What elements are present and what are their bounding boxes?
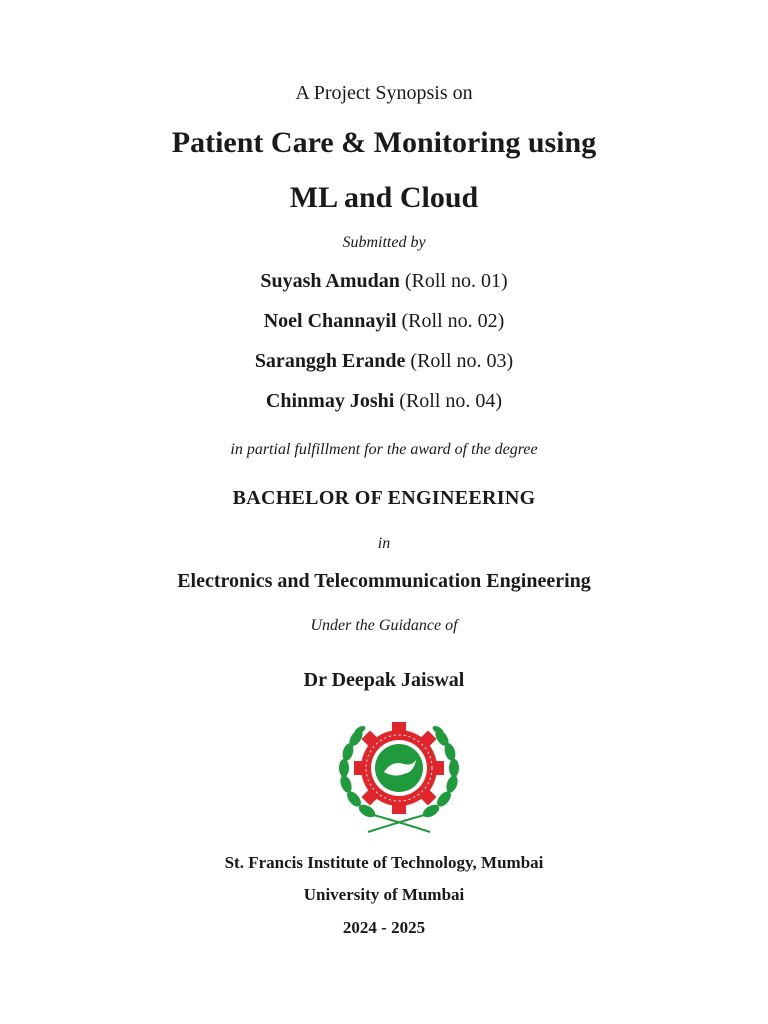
degree-title: BACHELOR OF ENGINEERING <box>232 487 536 509</box>
member-2 <box>0 310 768 333</box>
college-emblem-icon <box>334 716 464 834</box>
submitted-by-label: Submitted by <box>342 234 426 251</box>
project-title-line-1: Patient Care & Monitoring using <box>171 126 597 159</box>
institute-name: St. Francis Institute of Technology, Mumbai <box>224 853 544 872</box>
crossed-stems <box>368 814 430 832</box>
member-name: Chinmay Joshi <box>265 390 395 412</box>
synopsis-intro: A Project Synopsis on <box>295 82 473 104</box>
academic-year: 2024 - 2025 <box>342 918 426 937</box>
member-1 <box>0 270 768 293</box>
in-word: in <box>377 535 391 552</box>
guide-name: Dr Deepak Jaiswal <box>303 669 465 691</box>
project-title-line-2: ML and Cloud <box>289 181 479 214</box>
member-name: Saranggh Erande <box>254 350 406 372</box>
guidance-label: Under the Guidance of <box>310 617 458 634</box>
member-name: Noel Channayil <box>263 310 397 332</box>
member-roll: (Roll no. 02) <box>401 310 505 332</box>
member-4 <box>0 390 768 413</box>
member-name: Suyash Amudan <box>260 270 400 292</box>
member-roll: (Roll no. 04) <box>399 390 503 412</box>
fulfillment-text: in partial fulfillment for the award of the degree <box>230 441 538 458</box>
branch-name: Electronics and Telecommunication Engineering <box>177 570 591 592</box>
member-roll: (Roll no. 01) <box>404 270 508 292</box>
member-roll: (Roll no. 03) <box>410 350 514 372</box>
university-name: University of Mumbai <box>303 885 465 904</box>
member-3 <box>0 350 768 373</box>
